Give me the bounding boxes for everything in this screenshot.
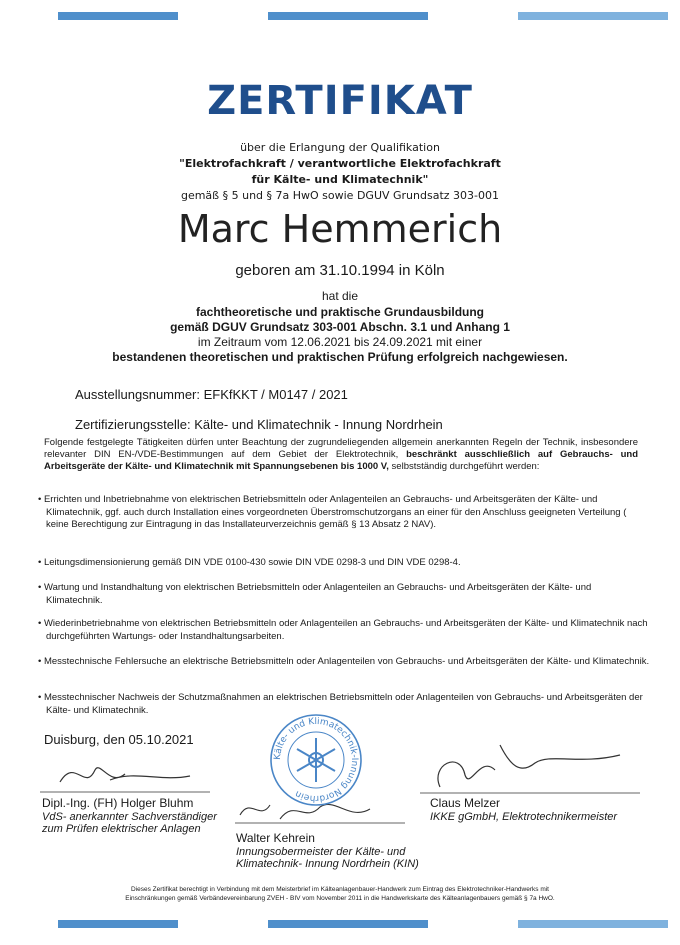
certificate-title: ZERTIFIKAT — [207, 78, 473, 124]
seal-text: Kälte- und Klimatechnik-Innung Nordrhein — [272, 716, 360, 804]
birth-info: geboren am 31.10.1994 in Köln — [235, 262, 445, 279]
top-bar-right — [518, 12, 668, 20]
hat-die: hat die — [321, 289, 359, 303]
intro-text-bold: beschränkt ausschließlich auf Gebrauchs- und Arbeitsgeräte der Kälte- und Klimatechnik mit Spannungsebenen bis 1000 V, — [44, 449, 639, 472]
header-line-2: "Elektrofachkraft / verantwortliche Elektrofachkraft — [179, 157, 501, 170]
list-item: • Messtechnische Fehlersuche an elektrische Betriebsmitteln oder Anlagenteilen von Gebrauchs- und Arbeitsgeräten der Kälte- und Klimatechnik. — [38, 656, 650, 667]
header-line-3: für Kälte- und Klimatechnik" — [251, 173, 429, 186]
issue-number: Ausstellungsnummer: EFKfKKT / M0147 / 2021 — [75, 387, 348, 402]
signer-left-role-2: zum Prüfen elektrischer Anlagen — [42, 823, 201, 835]
period: im Zeitraum vom 12.06.2021 bis 24.09.2021 mit einer — [197, 335, 483, 349]
signer-center-role-1: Innungsobermeister der Kälte- und — [236, 846, 406, 858]
signer-center-name: Walter Kehrein — [236, 831, 315, 845]
intro-paragraph — [44, 437, 638, 473]
training-line-2: gemäß DGUV Grundsatz 303-001 Abschn. 3.1 und Anhang 1 — [170, 320, 510, 334]
innung-seal-icon — [268, 712, 364, 808]
list-item: • Errichten und Inbetriebnahme von elektrischen Betriebsmitteln oder Anlagenteilen an Gebrauchs- und Arbeitsgeräten der Kälte- und Klimatechnik, ggf. auch durch Installation eines vorgeordneten Überstromschutzorgans an einer für den Anschluss geeigneten Verteilung ( keine Berechtigung zur Eintragung in das Installateurverzeichnis gemäß § 13 Absatz 2 NAV). — [38, 494, 627, 530]
signer-left-name: Dipl.-Ing. (FH) Holger Bluhm — [42, 796, 194, 810]
signer-right-name: Claus Melzer — [430, 796, 501, 810]
certifier: Zertifizierungsstelle: Kälte- und Klimatechnik - Innung Nordrhein — [75, 417, 443, 432]
result: bestandenen theoretischen und praktischen Prüfung erfolgreich nachgewiesen. — [112, 350, 568, 364]
header-line-1: über die Erlangung der Qualifikation — [240, 141, 440, 154]
bottom-bar-right — [518, 920, 668, 928]
signer-center-role-2: Klimatechnik- Innung Nordrhein (KIN) — [236, 858, 419, 870]
training-line-1: fachtheoretische und praktische Grundausbildung — [195, 305, 485, 319]
signer-right-role-1: IKKE gGmbH, Elektrotechnikermeister — [430, 811, 618, 823]
list-item: • Leitungsdimensionierung gemäß DIN VDE 0100-430 sowie DIN VDE 0298-3 und DIN VDE 0298-4. — [38, 557, 461, 568]
footer-line-2: Einschränkungen gemäß Verbändevereinbarung ZVEH - BIV vom November 2011 in die Handwerkskarte des Kälteanlagenbauers gemäß § 7a HwO. — [125, 895, 555, 902]
list-item: • Wiederinbetriebnahme von elektrischen Betriebsmitteln oder Anlagenteilen an Gebrauchs- und Arbeitsgeräten der Kälte- und Klimatechnik nach durchgeführten Wartungs- oder Instandhaltungsarbeiten. — [38, 618, 648, 642]
signature-right-image — [420, 735, 640, 797]
bottom-bar-left — [58, 920, 178, 928]
recipient-name: Marc Hemmerich — [177, 207, 503, 251]
bottom-bar-mid — [268, 920, 428, 928]
list-item: • Messtechnischer Nachweis der Schutzmaßnahmen an elektrischen Betriebsmitteln oder Anlagenteilen von Gebrauchs- und Arbeitsgeräten der Kälte- und Klimatechnik. — [38, 692, 643, 716]
footer-note — [40, 885, 640, 903]
top-bar-mid — [268, 12, 428, 20]
list-item: • Wartung und Instandhaltung von elektrischen Betriebsmitteln oder Anlagenteilen an Gebrauchs- und Arbeitsgeräten der Kälte- und Klimatechnik. — [38, 582, 592, 606]
place-date: Duisburg, den 05.10.2021 — [44, 732, 194, 747]
intro-text-2: selbstständig durchgeführt werden: — [388, 461, 540, 472]
footer-line-1: Dieses Zertifikat berechtigt in Verbindung mit dem Meisterbrief im Kälteanlagenbauer-Handwerk zum Eintrag des Elektrotechniker-Handwerks mit — [131, 886, 549, 893]
signature-left-image — [40, 752, 210, 797]
top-bar-left — [58, 12, 178, 20]
header-line-4: gemäß § 5 und § 7a HwO sowie DGUV Grundsatz 303-001 — [180, 189, 500, 202]
intro-text-1: Folgende festgelegte Tätigkeiten dürfen unter Beachtung der zugrundeliegenden allgemein anerkannten Regeln der Technik, insbesondere relevanter DIN EN-/VDE-Bestimmungen auf dem Gebiet der Elektrotechnik, — [44, 437, 638, 460]
signer-left-role-1: VdS- anerkannter Sachverständiger — [42, 811, 217, 823]
